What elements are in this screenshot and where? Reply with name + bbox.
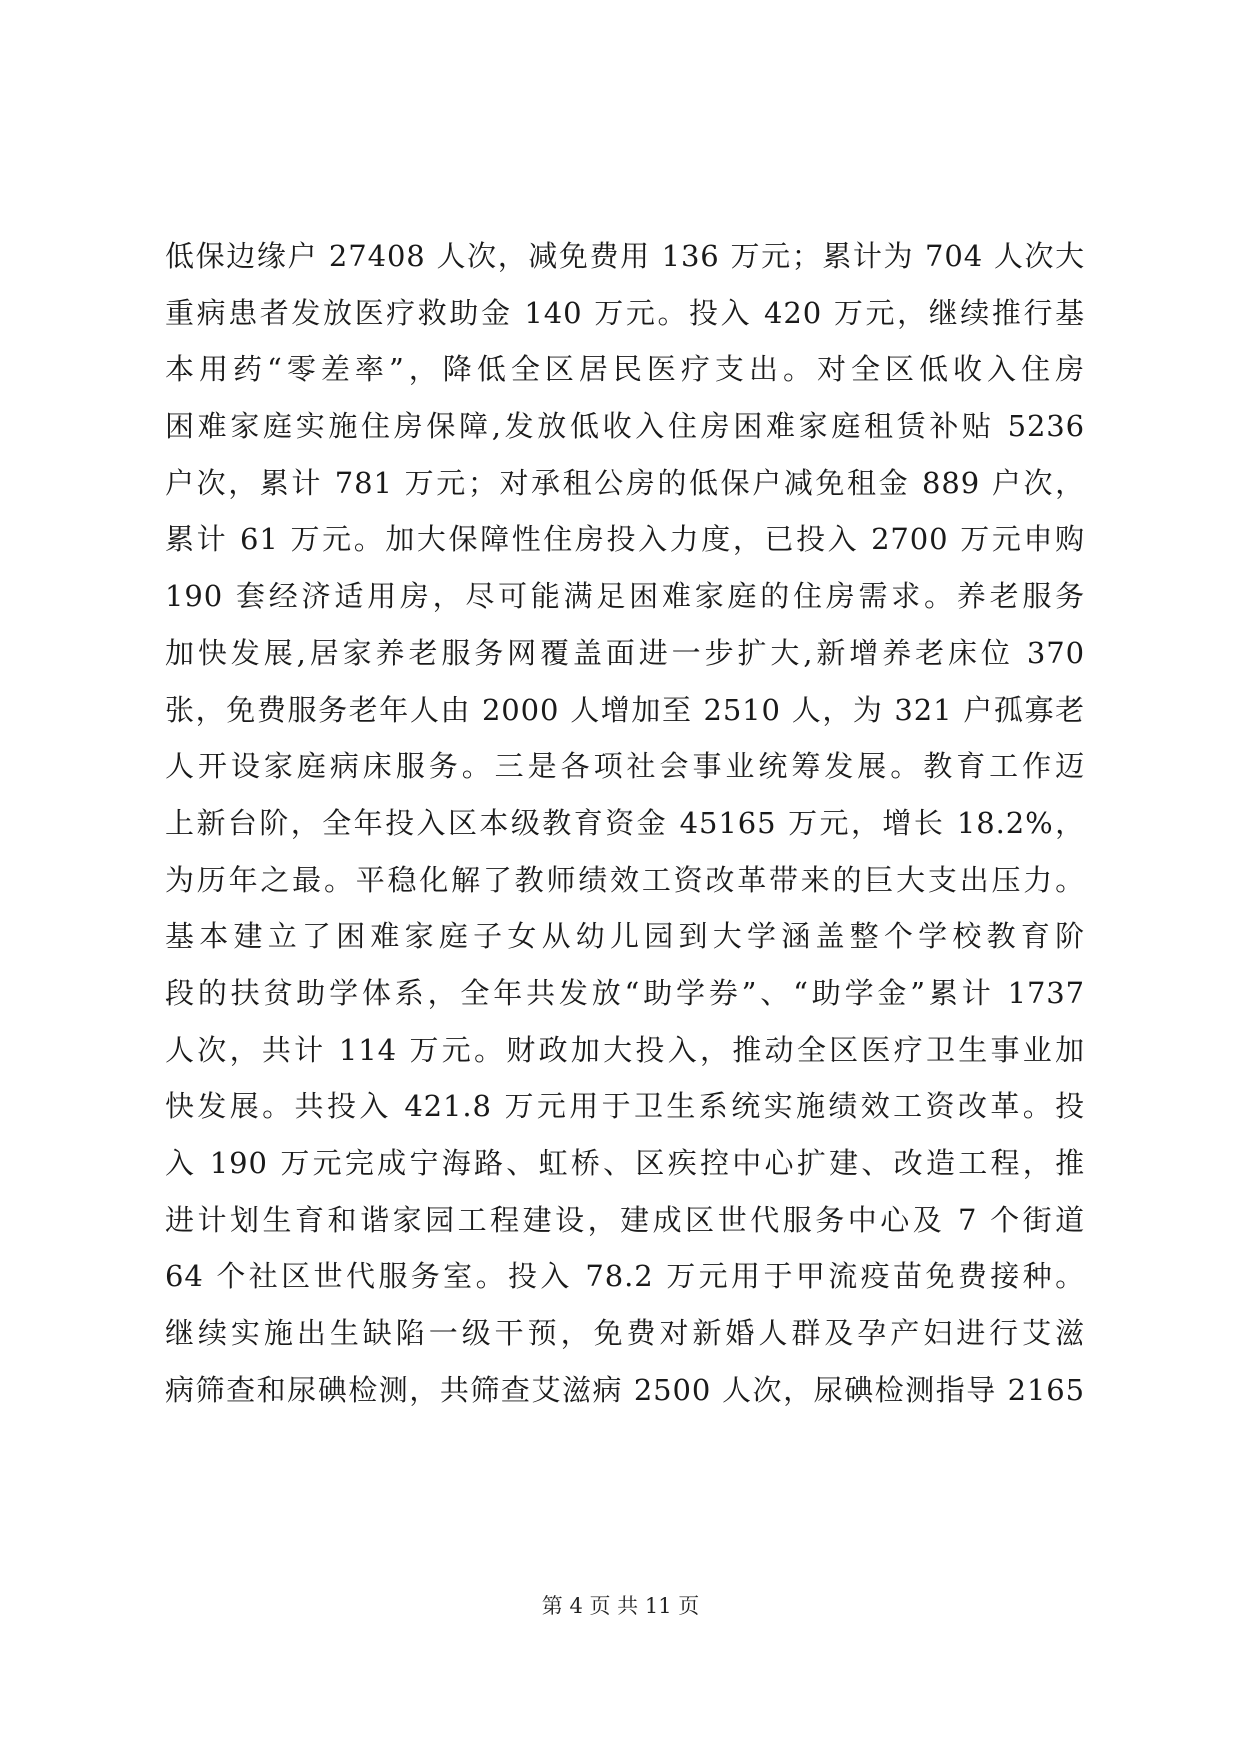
text-line: 困难家庭实施住房保障,发放低收入住房困难家庭租赁补贴 5236 <box>165 409 1085 444</box>
text-line: 快发展。共投入 421.8 万元用于卫生系统实施绩效工资改革。投 <box>165 1089 1085 1124</box>
text-line: 本用药“零差率”，降低全区居民医疗支出。对全区低收入住房 <box>165 352 1085 387</box>
text-line: 张，免费服务老年人由 2000 人增加至 2510 人，为 321 户孤寡老 <box>165 692 1085 727</box>
text-line: 上新台阶，全年投入区本级教育资金 45165 万元，增长 18.2%， <box>165 805 1085 840</box>
text-line: 人次，共计 114 万元。财政加大投入，推动全区医疗卫生事业加 <box>165 1032 1085 1067</box>
text-line: 基本建立了困难家庭子女从幼儿园到大学涵盖整个学校教育阶 <box>165 919 1085 954</box>
text-line: 64 个社区世代服务室。投入 78.2 万元用于甲流疫苗免费接种。 <box>165 1259 1085 1294</box>
body-text <box>165 228 1085 1418</box>
text-line: 进计划生育和谐家园工程建设，建成区世代服务中心及 7 个街道 <box>165 1202 1085 1237</box>
text-line: 户次，累计 781 万元；对承租公房的低保户减免租金 889 户次， <box>165 465 1085 500</box>
text-line: 继续实施出生缺陷一级干预，免费对新婚人群及孕产妇进行艾滋 <box>165 1316 1085 1351</box>
text-line: 入 190 万元完成宁海路、虹桥、区疾控中心扩建、改造工程，推 <box>165 1146 1085 1180</box>
text-line: 累计 61 万元。加大保障性住房投入力度，已投入 2700 万元申购 <box>165 522 1085 557</box>
text-line: 病筛查和尿碘检测，共筛查艾滋病 2500 人次，尿碘检测指导 2165 <box>165 1372 1085 1407</box>
text-line: 人开设家庭病床服务。三是各项社会事业统筹发展。教育工作迈 <box>165 749 1085 784</box>
text-line: 190 套经济适用房，尽可能满足困难家庭的住房需求。养老服务 <box>165 579 1085 614</box>
page-footer: 第 4 页 共 11 页 <box>541 1594 700 1618</box>
text-line: 加快发展,居家养老服务网覆盖面进一步扩大,新增养老床位 370 <box>165 635 1085 670</box>
text-line: 段的扶贫助学体系，全年共发放“助学券”、“助学金”累计 1737 <box>165 975 1085 1010</box>
text-line: 重病患者发放医疗救助金 140 万元。投入 420 万元，继续推行基 <box>165 295 1085 330</box>
text-line: 低保边缘户 27408 人次，减免费用 136 万元；累计为 704 人次大 <box>165 239 1085 273</box>
text-line: 为历年之最。平稳化解了教师绩效工资改革带来的巨大支出压力。 <box>165 862 1085 897</box>
